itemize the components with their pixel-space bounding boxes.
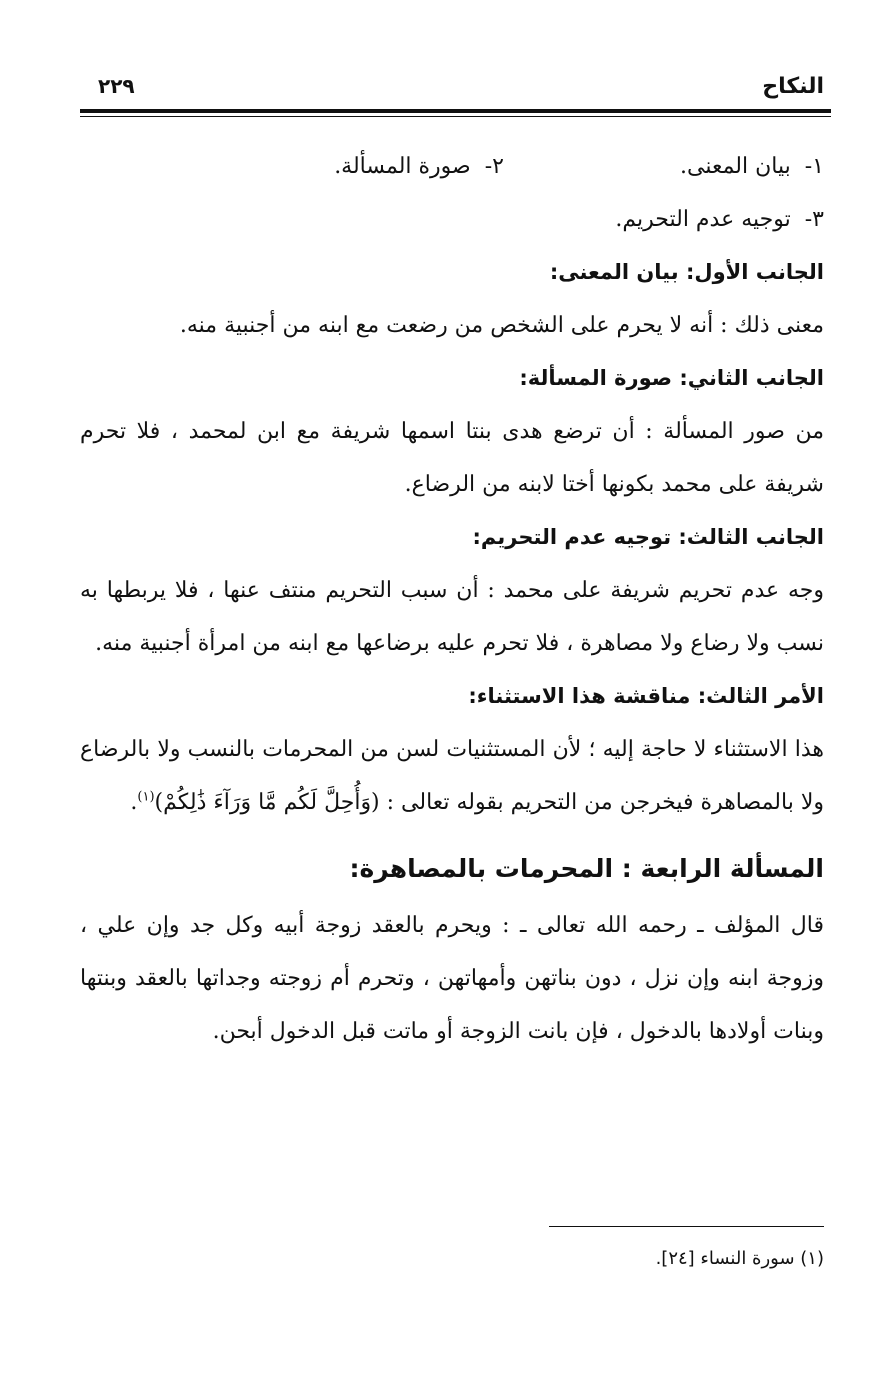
list-item-number: ٢-	[484, 154, 504, 179]
list-item-1	[504, 140, 824, 193]
footnote: (١) سورة النساء [٢٤].	[655, 1248, 824, 1269]
heading-side-2: الجانب الثاني: صورة المسألة:	[519, 366, 824, 390]
list-item-number: ١-	[804, 154, 824, 179]
list-item-2	[334, 140, 504, 193]
heading-issue-4: المسألة الرابعة : المحرمات بالمصاهرة:	[349, 854, 824, 883]
footnote-separator	[549, 1226, 824, 1227]
paragraph-matter-3-text: هذا الاستثناء لا حاجة إليه ؛ لأن المستثنيات لسن من المحرمات بالنسب ولا بالرضاع ولا بالمصاهرة فيخرجن من التحريم بقوله تعالى : (وَأُحِلَّ لَكُم مَّا وَرَآءَ ذَٰلِكُمْ)	[80, 737, 824, 815]
chapter-title: النكاح	[762, 74, 824, 99]
paragraph-side-1: معنى ذلك : أنه لا يحرم على الشخص من رضعت مع ابنه من أجنبية منه.	[179, 313, 824, 338]
heading-side-3: الجانب الثالث: توجيه عدم التحريم:	[472, 525, 824, 549]
paragraph-side-3: وجه عدم تحريم شريفة على محمد : أن سبب التحريم منتف عنها ، فلا يربطها به نسب ولا رضاع ولا مصاهرة ، فلا تحرم عليه برضاعها مع ابنه من امرأة أجنبية منه.	[80, 578, 824, 656]
heading-side-1: الجانب الأول: بيان المعنى:	[549, 260, 824, 284]
list-row-2	[80, 193, 824, 246]
page-number: ٢٢٩	[98, 74, 135, 98]
list-item-text: توجيه عدم التحريم.	[615, 207, 791, 232]
main-text	[80, 140, 824, 1058]
list-item-text: صورة المسألة.	[334, 154, 471, 179]
paragraph-matter-3	[80, 723, 824, 829]
list-item-text: بيان المعنى.	[680, 154, 791, 179]
list-item-number: ٣-	[804, 207, 824, 232]
list-item-3	[615, 193, 824, 246]
paragraph-side-2: من صور المسألة : أن ترضع هدى بنتا اسمها شريفة مع ابن لمحمد ، فلا تحرم شريفة على محمد بكونها أختا لابنه من الرضاع.	[80, 419, 824, 497]
running-header	[80, 70, 824, 106]
list-row-1	[80, 140, 824, 193]
paragraph-matter-3-end: .	[130, 790, 138, 815]
header-rule-thick	[80, 109, 831, 113]
footnote-marker: (١)	[137, 789, 155, 805]
heading-matter-3: الأمر الثالث: مناقشة هذا الاستثناء:	[468, 684, 824, 708]
paragraph-issue-4: قال المؤلف ـ رحمه الله تعالى ـ : ويحرم بالعقد زوجة أبيه وكل جد وإن علي ، وزوجة ابنه وإن نزل ، دون بناتهن وأمهاتهن ، وتحرم أم زوجته وجداتها بالعقد وبنتها وبنات أولادها بالدخول ، فإن بانت الزوجة أو ماتت قبل الدخول أبحن.	[80, 913, 824, 1044]
header-rule-thin	[80, 116, 831, 117]
